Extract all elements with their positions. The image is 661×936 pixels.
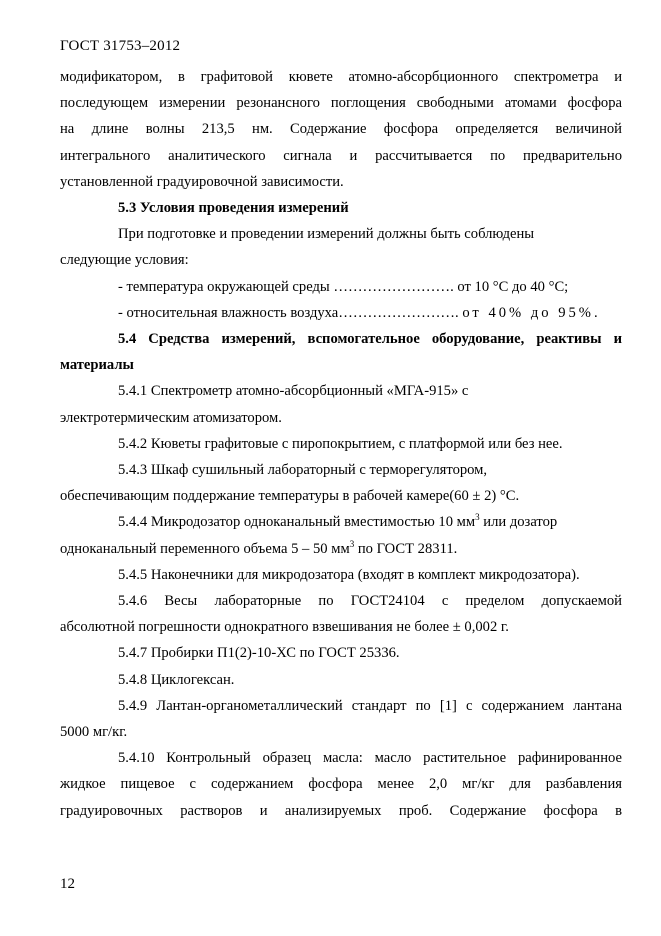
- condition-humidity: [60, 300, 622, 326]
- text-line: следующие условия:: [60, 252, 189, 269]
- text-line: абсолютной погрешности однократного взвешивания не более ± 0,002 г.: [60, 619, 509, 636]
- text-line: интегрального аналитического сигнала и рассчитывается по предварительно: [60, 147, 622, 164]
- item-5-4-5: 5.4.5 Наконечники для микродозатора (входят в комплект микродозатора).: [118, 566, 580, 583]
- text-line: модификатором, в графитовой кювете атомно-абсорбционного спектрометра и: [60, 69, 622, 85]
- page-body: [60, 64, 622, 824]
- item-5-4-9: 5.4.9 Лантан-органометаллический стандарт по [1] с содержанием лантана: [118, 697, 622, 714]
- section-heading-5-3: 5.3 Условия проведения измерений: [118, 200, 349, 217]
- condition-value: от 10 °С до 40 °С;: [457, 278, 569, 295]
- text-span: или дозатор: [479, 514, 558, 531]
- text-line: обеспечивающим поддержание температуры в рабочей камере(60 ± 2) °С.: [60, 488, 520, 505]
- text-line: на длине волны 213,5 нм. Содержание фосфора определяется величиной: [60, 121, 622, 138]
- document-header: ГОСТ 31753–2012: [60, 38, 181, 54]
- item-5-4-2: 5.4.2 Кюветы графитовые с пиропокрытием, с платформой или без нее.: [118, 435, 563, 452]
- section-heading-5-4-cont: материалы: [60, 357, 134, 374]
- text-line: [60, 536, 622, 562]
- text-line: электротермическим атомизатором.: [60, 409, 282, 426]
- item-5-4-3: 5.4.3 Шкаф сушильный лабораторный с терморегулятором,: [118, 462, 488, 479]
- page-number: 12: [60, 876, 75, 892]
- text-line: жидкое пищевое с содержанием фосфора менее 2,0 мг/кг для разбавления: [60, 776, 622, 793]
- superscript: 3: [475, 512, 480, 523]
- text-line: При подготовке и проведении измерений должны быть соблюдены: [118, 226, 535, 243]
- text-span: одноканальный переменного объема 5 – 50 мм: [60, 540, 350, 557]
- condition-value: от 40% до 95%.: [462, 304, 601, 321]
- text-span: по ГОСТ 28311.: [354, 540, 458, 557]
- item-5-4-1: 5.4.1 Спектрометр атомно-абсорбционный «МГА-915» с: [118, 383, 469, 400]
- text-span: 5.4.4 Микродозатор одноканальный вместимостью 10 мм: [118, 514, 476, 531]
- superscript: 3: [349, 538, 355, 549]
- text-line: градуировочных растворов и анализируемых проб. Содержание фосфора в: [60, 802, 622, 819]
- item-5-4-6: 5.4.6 Весы лабораторные по ГОСТ24104 с пределом допускаемой: [118, 593, 622, 610]
- section-heading-5-4: 5.4 Средства измерений, вспомогательное оборудование, реактивы и: [118, 331, 622, 348]
- item-5-4-8: 5.4.8 Циклогексан.: [118, 671, 235, 688]
- item-5-4-7: 5.4.7 Пробирки П1(2)-10-ХС по ГОСТ 25336.: [118, 645, 400, 662]
- condition-temperature: [60, 274, 622, 300]
- text-line: 5000 мг/кг.: [60, 724, 128, 741]
- condition-label: - относительная влажность воздуха…………………….: [118, 304, 463, 321]
- text-line: последующем измерении резонансного поглощения свободными атомами фосфора: [60, 95, 622, 112]
- text-line: установленной градуировочной зависимости.: [60, 173, 344, 190]
- item-5-4-10: 5.4.10 Контрольный образец масла: масло растительное рафинированное: [118, 750, 622, 767]
- item-5-4-4: [60, 509, 622, 535]
- condition-label: - температура окружающей среды …………………….: [118, 278, 458, 295]
